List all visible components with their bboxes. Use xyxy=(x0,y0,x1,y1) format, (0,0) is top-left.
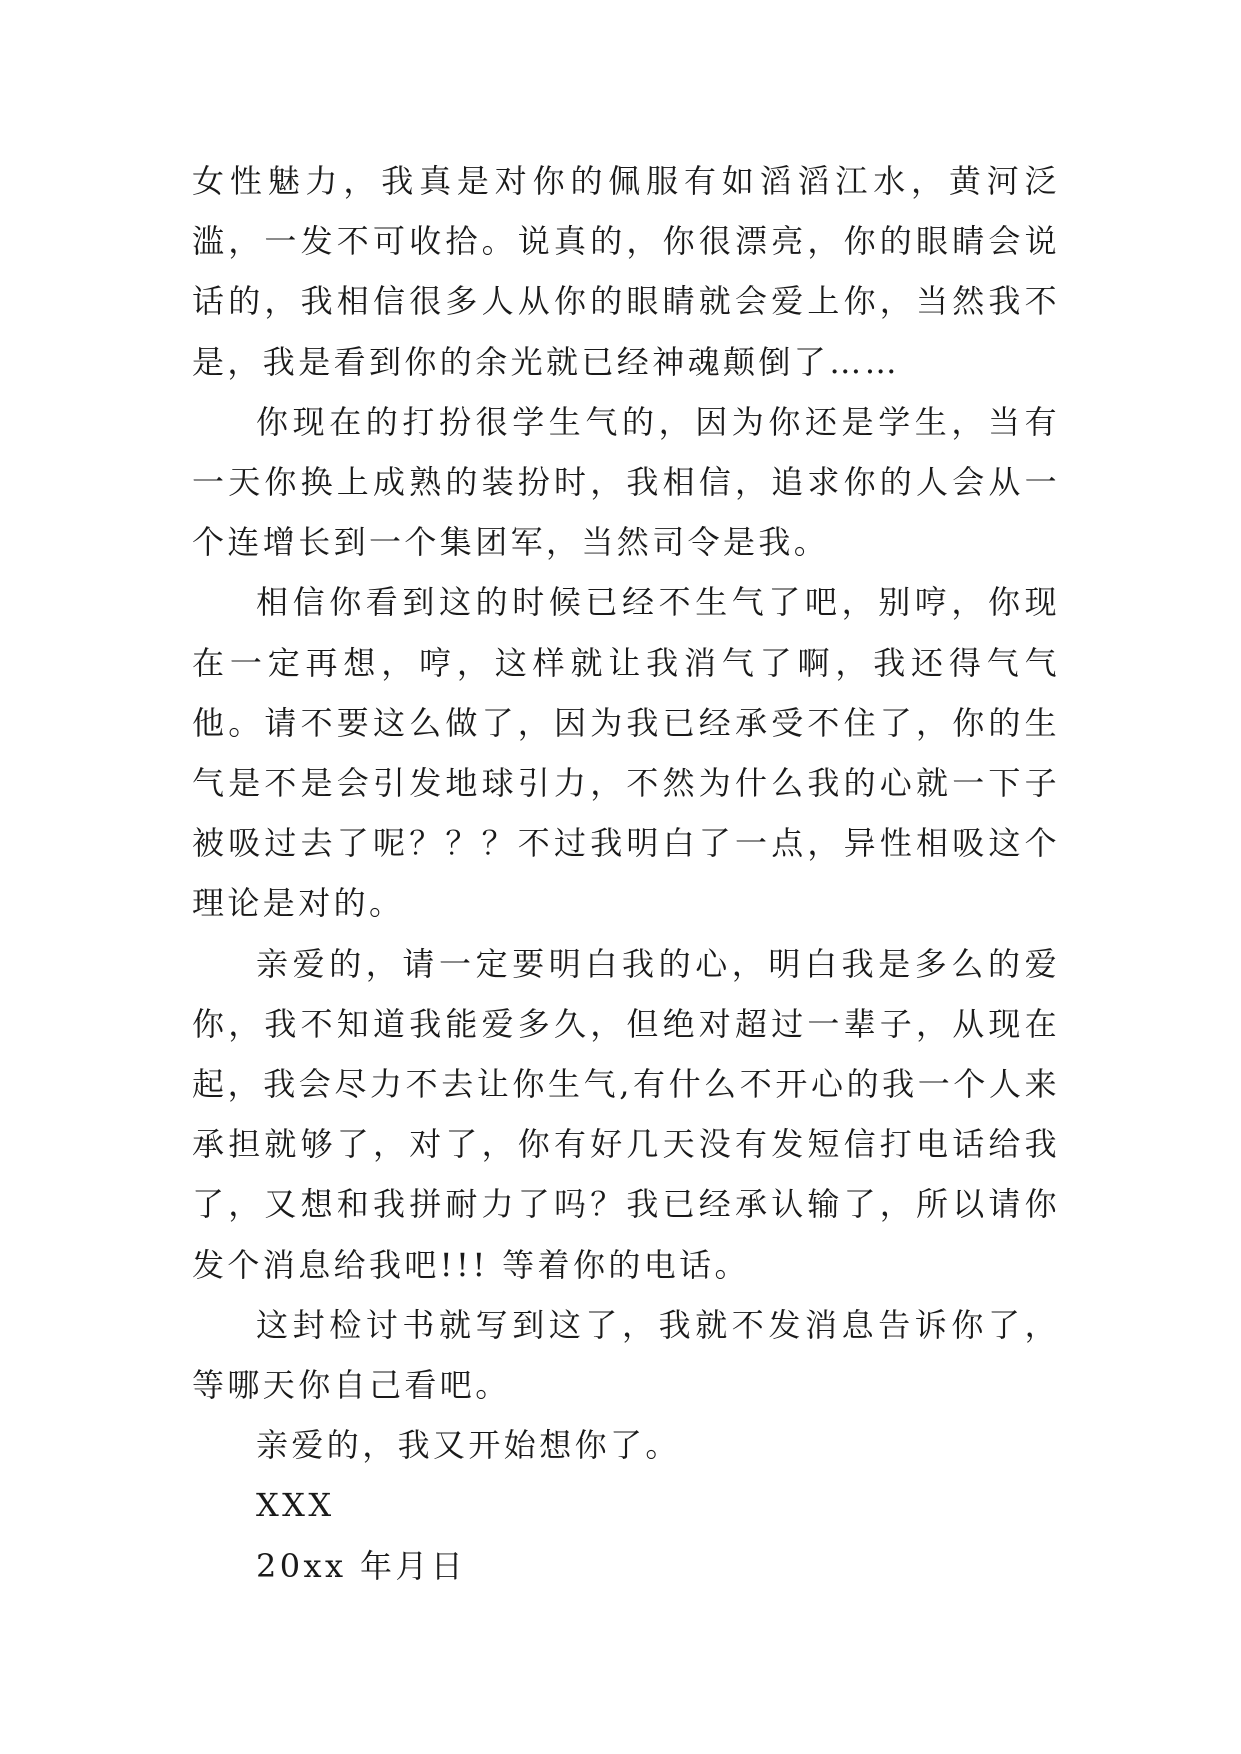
paragraph-anger: 相信你看到这的时候已经不生气了吧，别哼，你现在一定再想，哼，这样就让我消气了啊，我还得气气他。请不要这么做了，因为我已经承受不住了，你的生气是不是会引发地球引力，不然为什么我的心就一下子被吸过去了呢？？？不过我明白了一点，异性相吸这个理论是对的。 xyxy=(192,583,1060,923)
paragraph-ending: 这封检讨书就写到这了，我就不发消息告诉你了，等哪天你自己看吧。 xyxy=(192,1305,1060,1405)
date-line: 20xx 年月日 xyxy=(256,1546,467,1585)
letter-body xyxy=(192,151,1060,1596)
closing-line: 亲爱的，我又开始想你了。 xyxy=(256,1426,681,1465)
paragraph-continuation: 女性魅力，我真是对你的佩服有如滔滔江水，黄河泛滥，一发不可收拾。说真的，你很漂亮，你的眼睛会说话的，我相信很多人从你的眼睛就会爱上你，当然我不是，我是看到你的余光就已经神魂颠倒了…… xyxy=(192,162,1060,381)
paragraph-promise: 亲爱的，请一定要明白我的心，明白我是多么的爱你，我不知道我能爱多久，但绝对超过一辈子，从现在起，我会尽力不去让你生气,有什么不开心的我一个人来承担就够了，对了，你有好几天没有发短信打电话给我了，又想和我拼耐力了吗？我已经承认输了，所以请你发个消息给我吧!!! 等着你的电话。 xyxy=(192,944,1060,1284)
paragraph-appearance: 你现在的打扮很学生气的，因为你还是学生，当有一天你换上成熟的装扮时，我相信，追求你的人会从一个连增长到一个集团军，当然司令是我。 xyxy=(192,402,1060,562)
signature: XXX xyxy=(256,1486,335,1525)
